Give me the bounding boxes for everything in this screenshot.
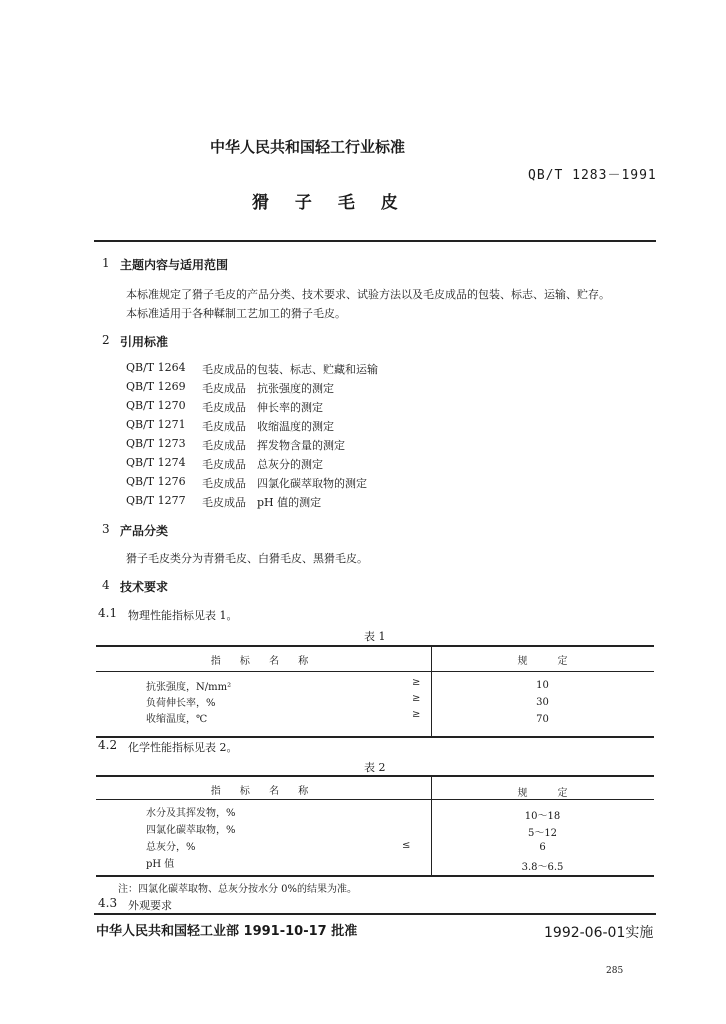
reference-title: 毛皮成品 收缩温度的测定 [202,420,334,433]
table-1-caption: 表 1 [364,630,386,643]
reference-title: 毛皮成品 伸长率的测定 [202,401,323,414]
section-4-3-number: 4.3 [98,896,118,910]
reference-title: 毛皮成品 抗张强度的测定 [202,382,334,395]
reference-code: QB/T 1277 [126,494,186,507]
reference-title: 毛皮成品 pH 值的测定 [202,496,322,509]
reference-code: QB/T 1271 [126,418,186,431]
standard-code: QB/T 1283－1991 [528,168,657,183]
reference-code: QB/T 1269 [126,380,186,393]
section-4-2-text: 化学性能指标见表 2。 [128,741,238,754]
section-4-1-text: 物理性能指标见表 1。 [128,609,238,622]
reference-title: 毛皮成品 挥发物含量的测定 [202,439,345,452]
section-1-number: 1 [102,256,110,270]
table-1-header-rule [96,671,654,672]
table-1-cell-operator: ≥ [412,677,421,688]
table-2-bottom-rule [96,875,654,877]
section-1-title: 主题内容与适用范围 [120,258,229,272]
section-3-paragraph: 猾子毛皮类分为青猾毛皮、白猾毛皮、黑猾毛皮。 [126,552,368,565]
table-2-caption: 表 2 [364,761,386,774]
table-2-cell-value: 6 [539,842,546,853]
section-1-paragraph-2: 本标准适用于各种鞣制工艺加工的猾子毛皮。 [126,307,346,320]
section-3-title: 产品分类 [120,524,169,538]
section-2-number: 2 [102,333,110,347]
table-1-cell-value: 70 [536,714,549,725]
reference-code: QB/T 1273 [126,437,186,450]
table-1-cell-operator: ≥ [412,709,421,720]
table-2-header-name: 指 标 名 称 [210,786,317,797]
section-4-2-number: 4.2 [98,738,118,752]
table-1-cell-name: 负荷伸长率，% [146,698,216,709]
table-1-header-spec: 规 定 [517,656,568,667]
table-2-cell-value: 10～18 [524,811,561,822]
reference-title: 毛皮成品 四氯化碳萃取物的测定 [202,477,367,490]
section-3-number: 3 [102,522,110,536]
table-2-cell-name: 四氯化碳萃取物，% [146,825,236,836]
reference-code: QB/T 1264 [126,361,186,374]
table-2-cell-operator: ≤ [402,840,411,851]
approval-line: 中华人民共和国轻工业部 1991-10-17 批准 [96,924,358,939]
table-2-note: 注：四氯化碳萃取物、总灰分按水分 0%的结果为准。 [118,884,358,895]
table-2-cell-name: pH 值 [146,859,175,870]
document-title: 猾 子 毛 皮 [252,193,408,213]
issuing-organization: 中华人民共和国轻工行业标准 [210,138,406,156]
section-4-title: 技术要求 [120,580,169,594]
section-4-number: 4 [102,578,110,592]
table-1-cell-name: 收缩温度，℃ [146,714,208,725]
reference-code: QB/T 1276 [126,475,186,488]
section-2-title: 引用标准 [120,335,169,349]
table-1-cell-value: 10 [536,680,549,691]
table-2-cell-value: 5～12 [527,828,558,839]
section-1-paragraph-1: 本标准规定了猾子毛皮的产品分类、技术要求、试验方法以及毛皮成品的包装、标志、运输、贮存。 [126,288,610,301]
table-2-cell-value: 3.8～6.5 [521,862,564,873]
table-1-header-name: 指 标 名 称 [210,656,317,667]
table-1-cell-operator: ≥ [412,693,421,704]
reference-title: 毛皮成品的包装、标志、贮藏和运输 [202,363,378,376]
reference-code: QB/T 1270 [126,399,186,412]
section-4-1-number: 4.1 [98,606,118,620]
table-2-top-rule [96,775,654,777]
table-1-cell-name: 抗张强度，N/mm² [146,682,232,693]
reference-code: QB/T 1274 [126,456,186,469]
effective-date: 1992-06-01实施 [544,925,654,941]
table-2-cell-name: 总灰分，% [146,842,196,853]
page-number: 285 [606,966,624,976]
table-1-cell-value: 30 [536,697,549,708]
table-1-top-rule [96,645,654,647]
table-2-cell-name: 水分及其挥发物，% [146,808,236,819]
table-2-header-spec: 规 定 [517,788,568,799]
footer-rule [94,913,656,915]
table-2-header-rule [96,799,654,800]
table-1-bottom-rule [96,736,654,738]
header-rule [94,240,656,242]
reference-title: 毛皮成品 总灰分的测定 [202,458,323,471]
section-4-3-text: 外观要求 [128,899,172,912]
